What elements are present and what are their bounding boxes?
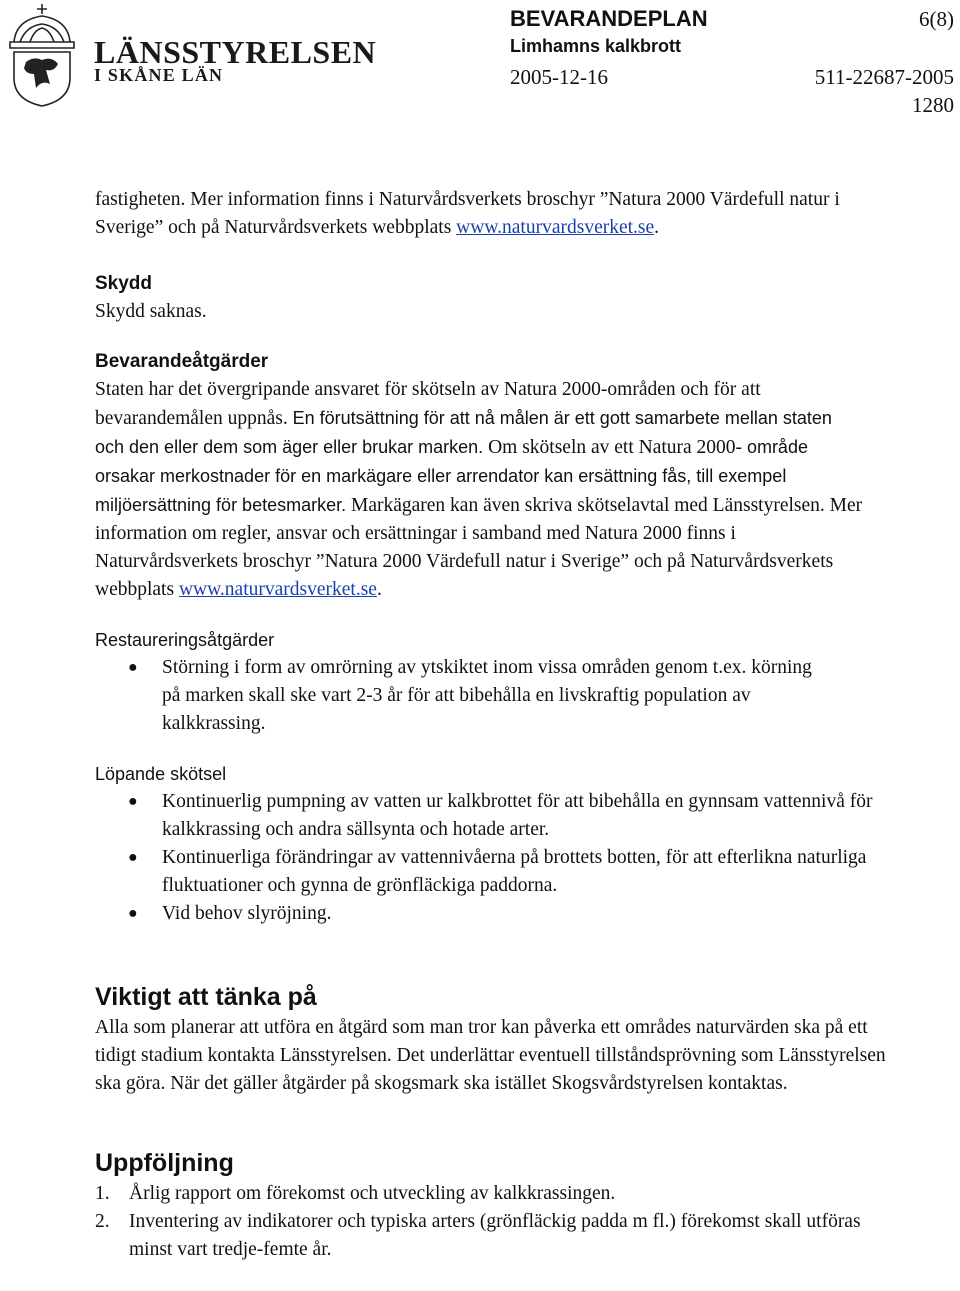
list-item: 2. Inventering av indikatorer och typiska arters (grönfläckig padda m fl.) förekomst skall utföras minst vart tredje-femte år. — [95, 1211, 861, 1260]
heading-viktigt-att-tanka-pa: Viktigt att tänka på — [95, 983, 317, 1011]
heading-lopande-skotsel: Löpande skötsel — [95, 764, 227, 784]
list-item: ● Kontinuerliga förändringar av vattennivåerna på brottets botten, för att efterlikna naturliga fluktuationer och gynna de grönfläckiga paddorna. — [95, 844, 885, 900]
heading-bevarandeatgarder: Bevarandeåtgärder — [95, 351, 269, 372]
bullet-icon: ● — [128, 793, 138, 810]
viktigt-paragraph: Alla som planerar att utföra en åtgärd som man tror kan påverka ett områdes naturvärden ska på ett tidigt stadium kontakta Länsstyrelsen. Det underlättar eventuell tillståndsprövning som Länsstyrelsen ska göra. När det gäller åtgärder på skogsmark ska istället Skogsvårdstyrelsen kontaktas. — [95, 1017, 886, 1094]
document-body — [95, 186, 895, 1264]
list-item: 1. Årlig rapport om förekomst och utveckling av kalkkrassingen. — [95, 1183, 616, 1204]
intro-paragraph: fastigheten. Mer information finns i Naturvårdsverkets broschyr ”Natura 2000 Värdefull natur i Sverige” och på Naturvårdsverkets webbplats www.naturvardsverket.se. — [95, 189, 840, 238]
bullet-icon: ● — [128, 849, 138, 866]
document-type: BEVARANDEPLAN — [510, 6, 708, 31]
heading-skydd: Skydd — [95, 273, 153, 294]
list-item: ● Vid behov slyröjning. — [95, 900, 885, 928]
naturvardsverket-link[interactable]: www.naturvardsverket.se — [456, 217, 655, 238]
reference-number: 511-22687-2005 — [814, 65, 954, 89]
heading-restaureringsatgarder: Restaureringsåtgärder — [95, 630, 275, 650]
bullet-icon: ● — [128, 659, 138, 676]
heading-uppfoljning: Uppföljning — [95, 1149, 234, 1177]
skydd-text: Skydd saknas. — [95, 301, 207, 322]
bullet-icon: ● — [128, 905, 138, 922]
naturvardsverket-link-2[interactable]: www.naturvardsverket.se — [178, 579, 377, 600]
site-code: 1280 — [912, 93, 954, 117]
lopande-list — [95, 788, 885, 928]
restaurering-list — [95, 654, 835, 738]
list-item: ● Störning i form av omrörning av ytskiktet inom vissa områden genom t.ex. körning på marken skall ske vart 2-3 år för att bibehålla en livskraftig population av kalkkrassing. — [95, 654, 835, 738]
document-date: 2005-12-16 — [510, 65, 608, 89]
bevarande-paragraph: Staten har det övergripande ansvaret för skötseln av Natura 2000-områden och för att bevarandemålen uppnås. En förutsättning för att nå målen är ett gott samarbete mellan staten och den eller dem som äger eller brukar marken. Om skötseln av ett Natura 2000- område orsakar merkostnader för en markägare eller arrendator kan ersättning fås, till exempel miljöersättning för betesmarker. Markägaren kan även skriva skötselavtal med Länsstyrelsen. Mer information om regler, ansvar och ersättningar i samband med Natura 2000 finns i Naturvårdsverkets broschyr ”Natura 2000 Värdefull natur i Sverige” och på Naturvårdsverkets webbplats www.naturvardsverket.se. — [95, 379, 863, 600]
organization-county: I SKÅNE LÄN — [94, 65, 224, 85]
uppfoljning-list — [95, 1180, 885, 1264]
list-item: ● Kontinuerlig pumpning av vatten ur kalkbrottet för att bibehålla en gynnsam vattennivå för kalkkrassing och andra sällsynta och hotade arter. — [95, 788, 885, 844]
organization-name: LÄNSSTYRELSEN — [94, 34, 377, 70]
page-number: 6(8) — [919, 7, 954, 31]
coat-of-arms-logo — [0, 0, 94, 110]
site-name: Limhamns kalkbrott — [510, 36, 682, 56]
